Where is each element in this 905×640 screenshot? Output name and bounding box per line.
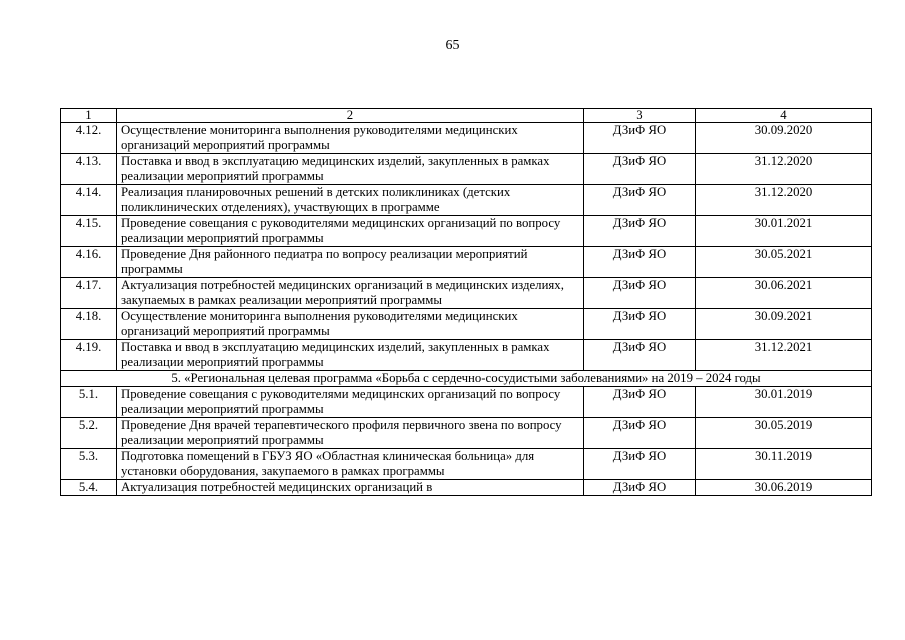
item-deadline: 30.05.2019 xyxy=(696,418,872,449)
page-number: 65 xyxy=(445,38,460,53)
item-description: Осуществление мониторинга выполнения руководителями медицинских организаций мероприятий программы xyxy=(117,309,584,340)
item-deadline: 30.01.2019 xyxy=(696,387,872,418)
section-heading: 5. «Региональная целевая программа «Борьба с сердечно-сосудистыми заболеваниями» на 2019 – 2024 годы xyxy=(61,371,872,387)
item-number: 5.4. xyxy=(61,480,117,496)
item-description: Актуализация потребностей медицинских организаций в медицинских изделиях, закупаемых в рамках реализации мероприятий программы xyxy=(117,278,584,309)
item-number: 4.17. xyxy=(61,278,117,309)
item-description: Поставка и ввод в эксплуатацию медицинских изделий, закупленных в рамках реализации мероприятий программы xyxy=(117,154,584,185)
item-description: Подготовка помещений в ГБУЗ ЯО «Областная клиническая больница» для установки оборудования, закупаемого в рамках программы xyxy=(117,449,584,480)
item-responsible: ДЗиФ ЯО xyxy=(584,185,696,216)
item-description: Поставка и ввод в эксплуатацию медицинских изделий, закупленных в рамках реализации мероприятий программы xyxy=(117,340,584,371)
header-cell-3: 3 xyxy=(584,109,696,123)
item-number: 4.13. xyxy=(61,154,117,185)
table-row xyxy=(61,216,872,247)
item-number: 5.3. xyxy=(61,449,117,480)
table-header-row xyxy=(61,109,872,123)
item-deadline: 31.12.2020 xyxy=(696,185,872,216)
item-deadline: 30.01.2021 xyxy=(696,216,872,247)
item-number: 5.2. xyxy=(61,418,117,449)
item-responsible: ДЗиФ ЯО xyxy=(584,154,696,185)
table-row xyxy=(61,123,872,154)
table-row xyxy=(61,418,872,449)
header-cell-4: 4 xyxy=(696,109,872,123)
item-deadline: 31.12.2020 xyxy=(696,154,872,185)
item-number: 5.1. xyxy=(61,387,117,418)
item-responsible: ДЗиФ ЯО xyxy=(584,278,696,309)
item-number: 4.12. xyxy=(61,123,117,154)
item-responsible: ДЗиФ ЯО xyxy=(584,123,696,154)
item-description: Проведение совещания с руководителями медицинских организаций по вопросу реализации мероприятий программы xyxy=(117,387,584,418)
item-number: 4.16. xyxy=(61,247,117,278)
item-description: Реализация планировочных решений в детских поликлиниках (детских поликлинических отделениях), участвующих в программе xyxy=(117,185,584,216)
item-responsible: ДЗиФ ЯО xyxy=(584,340,696,371)
section-heading-row xyxy=(61,371,872,387)
table-row xyxy=(61,247,872,278)
item-deadline: 30.06.2019 xyxy=(696,480,872,496)
header-cell-2: 2 xyxy=(117,109,584,123)
item-responsible: ДЗиФ ЯО xyxy=(584,418,696,449)
item-responsible: ДЗиФ ЯО xyxy=(584,216,696,247)
item-number: 4.18. xyxy=(61,309,117,340)
item-description: Актуализация потребностей медицинских организаций в xyxy=(117,480,584,496)
item-responsible: ДЗиФ ЯО xyxy=(584,309,696,340)
item-number: 4.15. xyxy=(61,216,117,247)
item-deadline: 31.12.2021 xyxy=(696,340,872,371)
table-row xyxy=(61,154,872,185)
table-row xyxy=(61,278,872,309)
item-description: Проведение совещания с руководителями медицинских организаций по вопросу реализации мероприятий программы xyxy=(117,216,584,247)
table-row xyxy=(61,387,872,418)
item-number: 4.19. xyxy=(61,340,117,371)
item-deadline: 30.11.2019 xyxy=(696,449,872,480)
item-responsible: ДЗиФ ЯО xyxy=(584,247,696,278)
item-description: Проведение Дня врачей терапевтического профиля первичного звена по вопросу реализации мероприятий программы xyxy=(117,418,584,449)
item-description: Осуществление мониторинга выполнения руководителями медицинских организаций мероприятий программы xyxy=(117,123,584,154)
table-row xyxy=(61,449,872,480)
item-deadline: 30.06.2021 xyxy=(696,278,872,309)
item-deadline: 30.05.2021 xyxy=(696,247,872,278)
table-body xyxy=(61,109,872,496)
table-row xyxy=(61,309,872,340)
table-row xyxy=(61,340,872,371)
item-responsible: ДЗиФ ЯО xyxy=(584,480,696,496)
item-deadline: 30.09.2020 xyxy=(696,123,872,154)
table-row xyxy=(61,185,872,216)
table-row xyxy=(61,480,872,496)
item-responsible: ДЗиФ ЯО xyxy=(584,449,696,480)
item-description: Проведение Дня районного педиатра по вопросу реализации мероприятий программы xyxy=(117,247,584,278)
item-number: 4.14. xyxy=(61,185,117,216)
header-cell-1: 1 xyxy=(61,109,117,123)
item-deadline: 30.09.2021 xyxy=(696,309,872,340)
plan-table xyxy=(60,108,872,496)
item-responsible: ДЗиФ ЯО xyxy=(584,387,696,418)
